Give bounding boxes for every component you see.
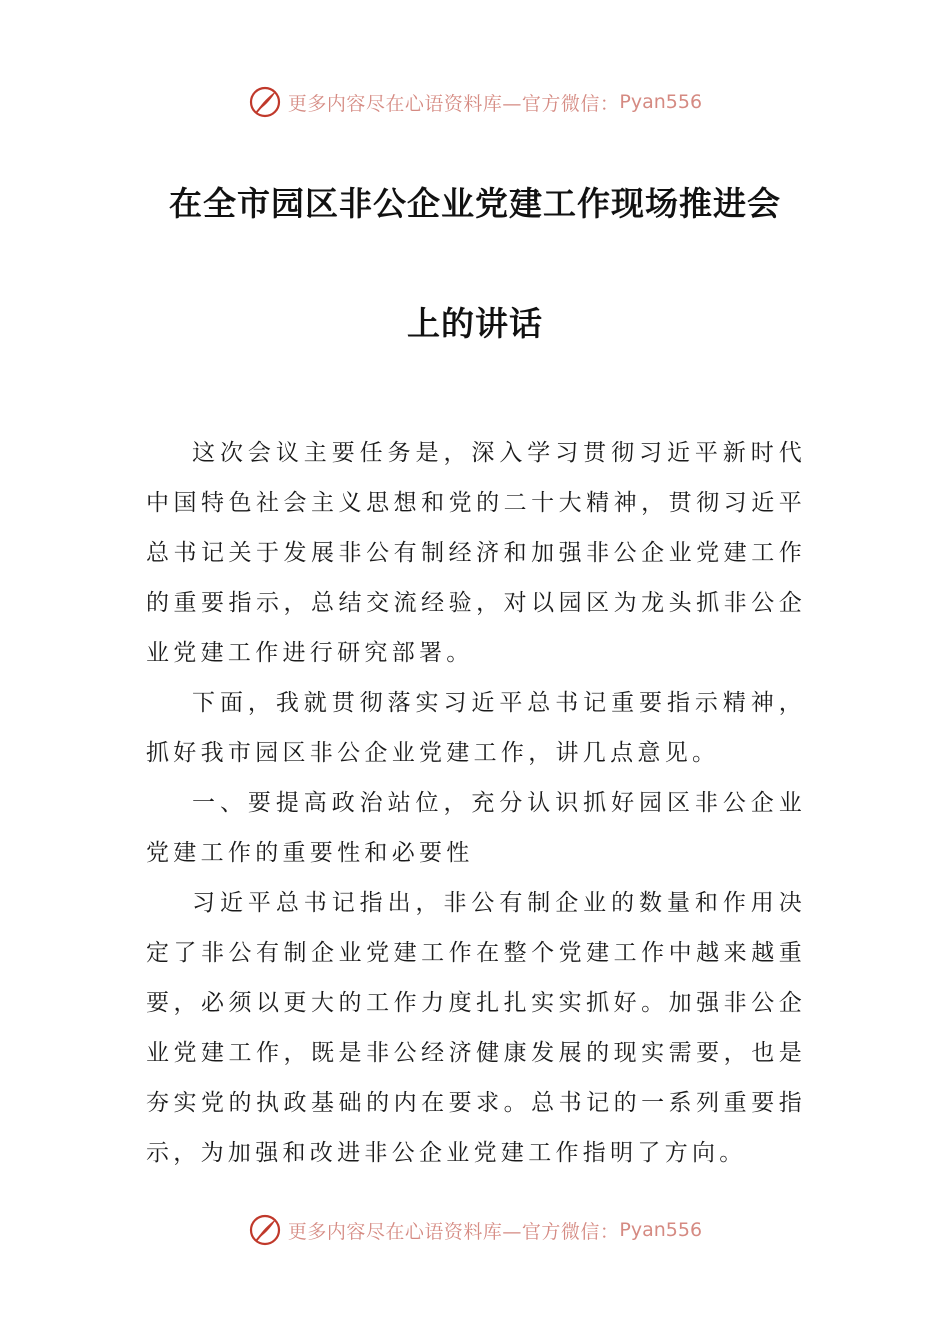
paragraph: 这次会议主要任务是，深入学习贯彻习近平新时代中国特色社会主义思想和党的二十大精神，贯彻习近平总书记关于发展非公有制经济和加强非公企业党建工作的重要指示，总结交流经验，对以园区为龙头抓非公企业党建工作进行研究部署。	[146, 440, 806, 666]
paragraph: 下面，我就贯彻落实习近平总书记重要指示精神，抓好我市园区非公企业党建工作，讲几点意见。	[146, 690, 806, 766]
paragraph: 习近平总书记指出，非公有制企业的数量和作用决定了非公有制企业党建工作在整个党建工作中越来越重要，必须以更大的工作力度扎扎实实抓好。加强非公企业党建工作，既是非公经济健康发展的现实需要，也是夯实党的执政基础的内在要求。总书记的一系列重要指示，为加强和改进非公企业党建工作指明了方向。	[146, 890, 806, 1166]
watermark-handle: Pyan556	[619, 91, 703, 113]
document-body	[146, 428, 806, 1178]
quill-logo-icon	[248, 85, 282, 119]
document-title-line-1: 在全市园区非公企业党建工作现场推进会	[169, 184, 781, 223]
quill-logo-icon	[248, 1213, 282, 1247]
watermark-text: 更多内容尽在心语资料库—官方微信：	[287, 92, 620, 115]
watermark-banner-bottom	[0, 1210, 950, 1250]
section-heading: 一、要提高政治站位，充分认识抓好园区非公企业党建工作的重要性和必要性	[146, 790, 806, 866]
document-title-line-2: 上的讲话	[407, 304, 543, 343]
watermark-banner-top	[0, 82, 950, 122]
watermark-handle: Pyan556	[619, 1219, 703, 1241]
watermark-text: 更多内容尽在心语资料库—官方微信：	[287, 1220, 620, 1243]
